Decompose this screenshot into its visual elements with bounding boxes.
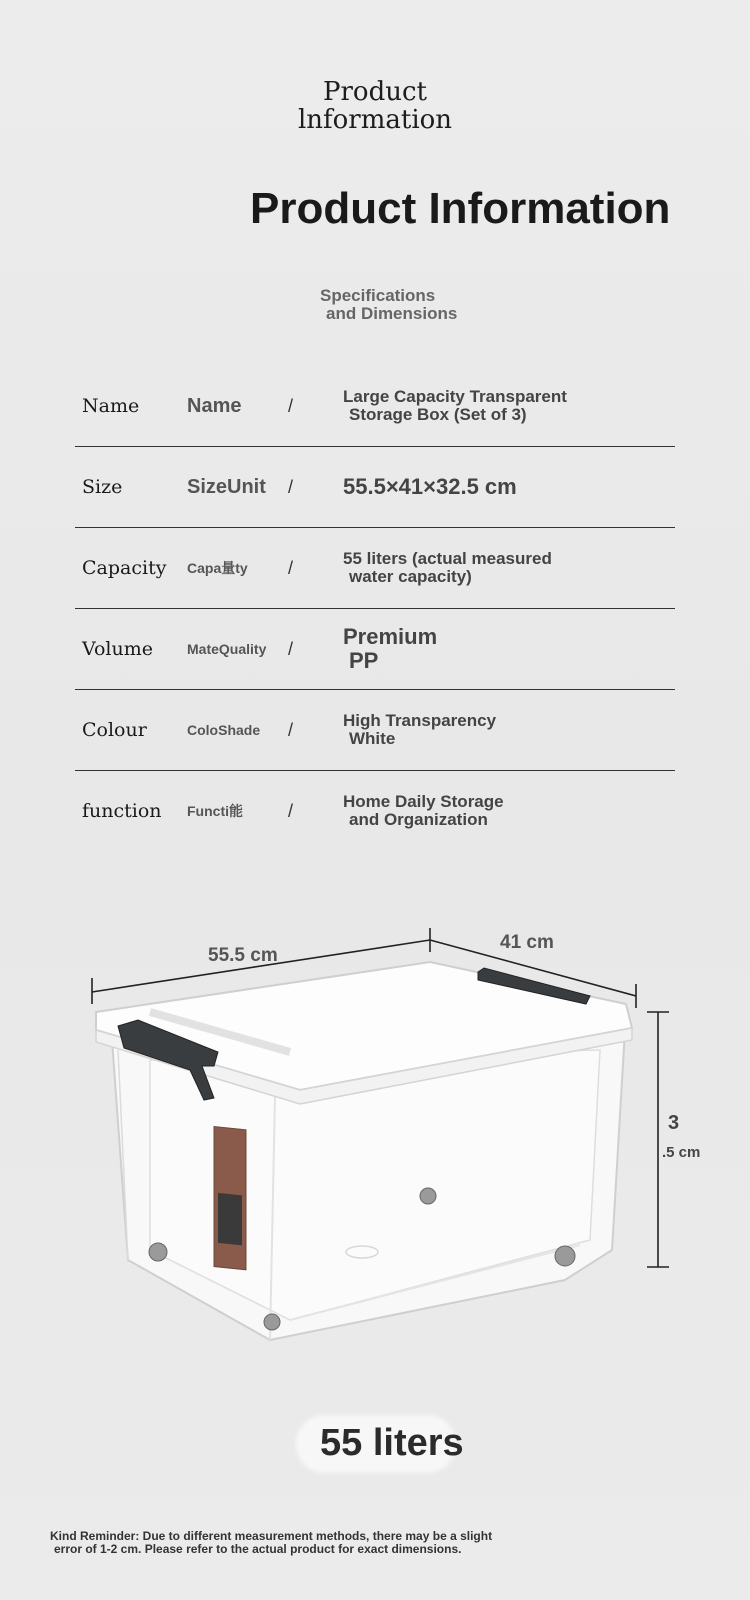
spec-separator: / [288,719,294,740]
spec-row-capacity [75,528,675,609]
spec-name-value-line2: Storage Box (Set of 3) [349,405,527,424]
spec-volume-value [343,609,437,689]
spec-colour-en: Colour [82,719,147,741]
storage-box-illustration [0,900,750,1380]
spec-name-label: Name [187,394,242,417]
spec-volume-value-line1: Premium [343,624,438,649]
small-title [0,78,750,134]
spec-function-value-line1: Home Daily Storage [343,792,504,811]
subtitle-line2: and Dimensions [326,304,458,323]
capacity-badge: 55 liters [320,1422,464,1464]
spec-row-name [75,366,675,447]
spec-function-value-line2: and Organization [349,810,488,829]
spec-row-volume [75,609,675,690]
spec-table [75,366,675,851]
kind-reminder [50,1530,492,1556]
spec-row-size [75,447,675,528]
reminder-line1: Kind Reminder: Due to different measurement methods, there may be a slight [50,1529,493,1543]
spec-separator: / [288,800,294,821]
product-sticker [214,1126,246,1269]
spec-separator: / [288,638,294,659]
dimension-width: 41 cm [500,932,554,953]
spec-function-value [343,771,504,851]
spec-capacity-en: Capacity [82,557,167,579]
spec-separator: / [288,557,294,578]
spec-volume-en: Volume [82,638,153,660]
spec-colour-value-line2: White [349,729,396,748]
dimension-height-line2: .5 cm [662,1144,701,1161]
dimension-length: 55.5 cm [208,945,278,966]
subtitle-line1: Specifications [320,286,436,305]
spec-size-value [343,447,517,527]
spec-capacity-value-line1: 55 liters (actual measured [343,549,552,568]
spec-separator: / [288,476,294,497]
dimension-height-line1: 3 [668,1112,680,1134]
spec-size-label: SizeUnit [187,475,266,498]
spec-colour-label: ColoShade [187,722,261,738]
spec-volume-value-line2: PP [349,648,379,673]
spec-separator: / [288,395,294,416]
dimension-height [662,1108,700,1168]
spec-volume-label: MateQuality [187,641,267,657]
spec-function-en: function [82,800,162,822]
spec-capacity-value-line2: water capacity) [349,567,472,586]
small-title-line1: Product [323,77,427,107]
spec-capacity-label: Capa量ty [187,560,248,576]
spec-name-value-line1: Large Capacity Transparent [343,387,567,406]
spec-row-function [75,771,675,851]
spec-size-en: Size [82,476,123,498]
spec-colour-value-line1: High Transparency [343,711,497,730]
page-title: Product Information [250,184,671,233]
spec-colour-value [343,690,496,770]
spec-row-colour [75,690,675,771]
spec-capacity-value [343,528,552,608]
spec-function-label: Functi能 [187,803,243,819]
spec-name-en: Name [82,395,140,417]
reminder-line2: error of 1-2 cm. Please refer to the actual product for exact dimensions. [54,1542,462,1556]
subtitle [320,287,457,323]
spec-name-value [343,366,567,446]
spec-size-value-line1: 55.5×41×32.5 cm [343,474,517,499]
small-title-line2: lnformation [297,105,453,135]
